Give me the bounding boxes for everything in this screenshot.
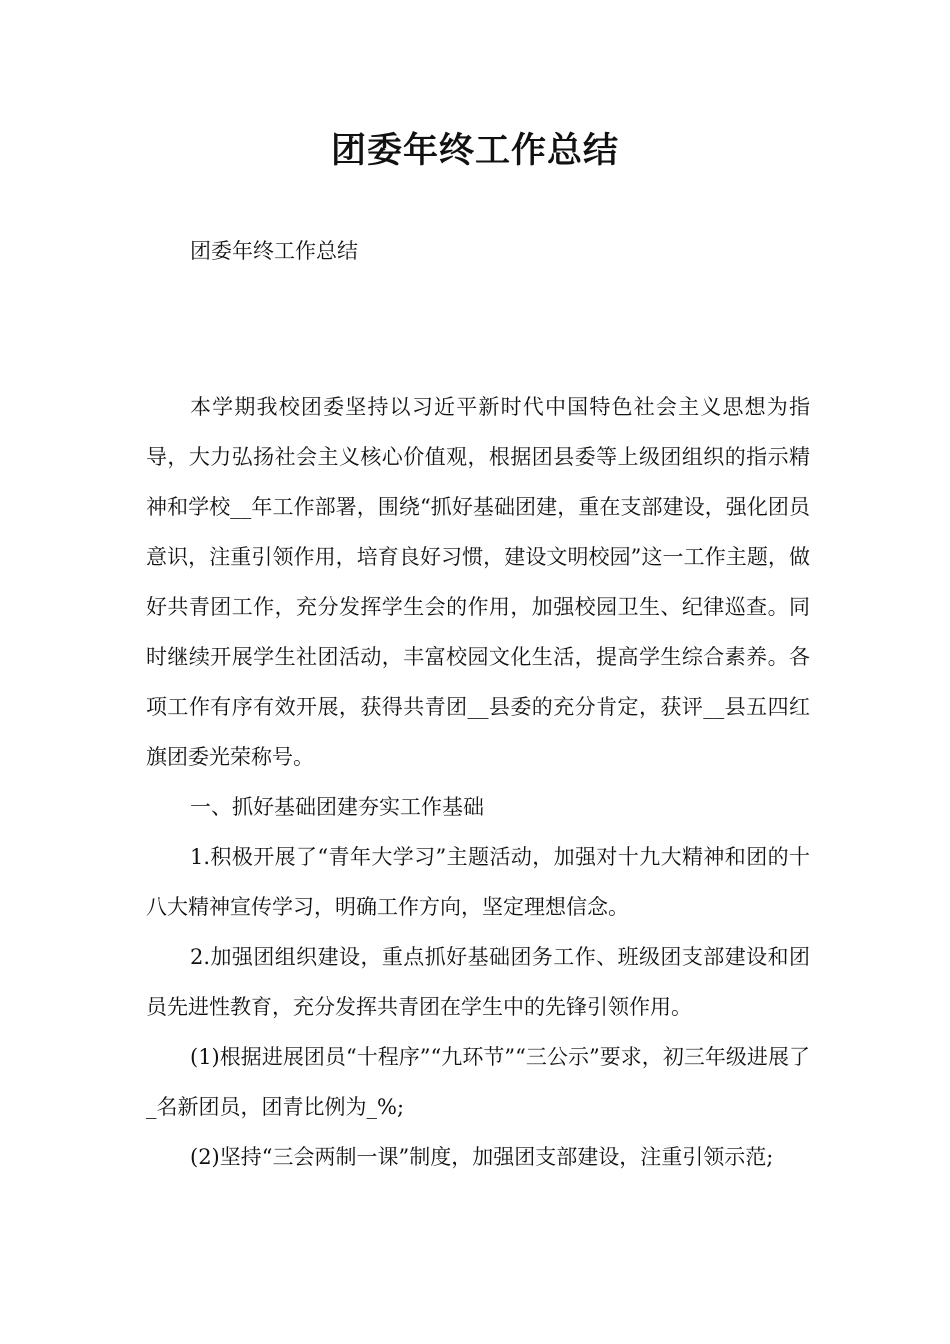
document-subtitle: 团委年终工作总结 (190, 239, 358, 263)
document-title: 团委年终工作总结 (330, 131, 619, 171)
body-paragraph: 2.加强团组织建设，重点抓好基础团务工作、班级团支部建设和团员先进性教育，充分发挥共青团在学生中的先锋引领作用。 (146, 945, 810, 1019)
body-paragraph: (2)坚持“三会两制一课”制度，加强团支部建设，注重引领示范; (190, 1145, 774, 1169)
document-body (146, 382, 810, 1182)
body-paragraph: (1)根据进展团员“十程序”“九环节”“三公示”要求，初三年级进展了_名新团员，团青比例为_%; (146, 1045, 810, 1119)
intro-paragraph: 本学期我校团委坚持以习近平新时代中国特色社会主义思想为指导，大力弘扬社会主义核心价值观，根据团县委等上级团组织的指示精神和学校__年工作部署，围绕“抓好基础团建，重在支部建设，强化团员意识，注重引领作用，培育良好习惯，建设文明校园”这一工作主题，做好共青团工作，充分发挥学生会的作用，加强校园卫生、纪律巡查。同时继续开展学生社团活动，丰富校园文化生活，提高学生综合素养。各项工作有序有效开展，获得共青团__县委的充分肯定，获评__县五四红旗团委光荣称号。 (146, 395, 810, 769)
section-heading: 一、抓好基础团建夯实工作基础 (190, 795, 484, 819)
body-paragraph: 1.积极开展了“青年大学习”主题活动，加强对十九大精神和团的十八大精神宣传学习，明确工作方向，坚定理想信念。 (146, 845, 810, 919)
